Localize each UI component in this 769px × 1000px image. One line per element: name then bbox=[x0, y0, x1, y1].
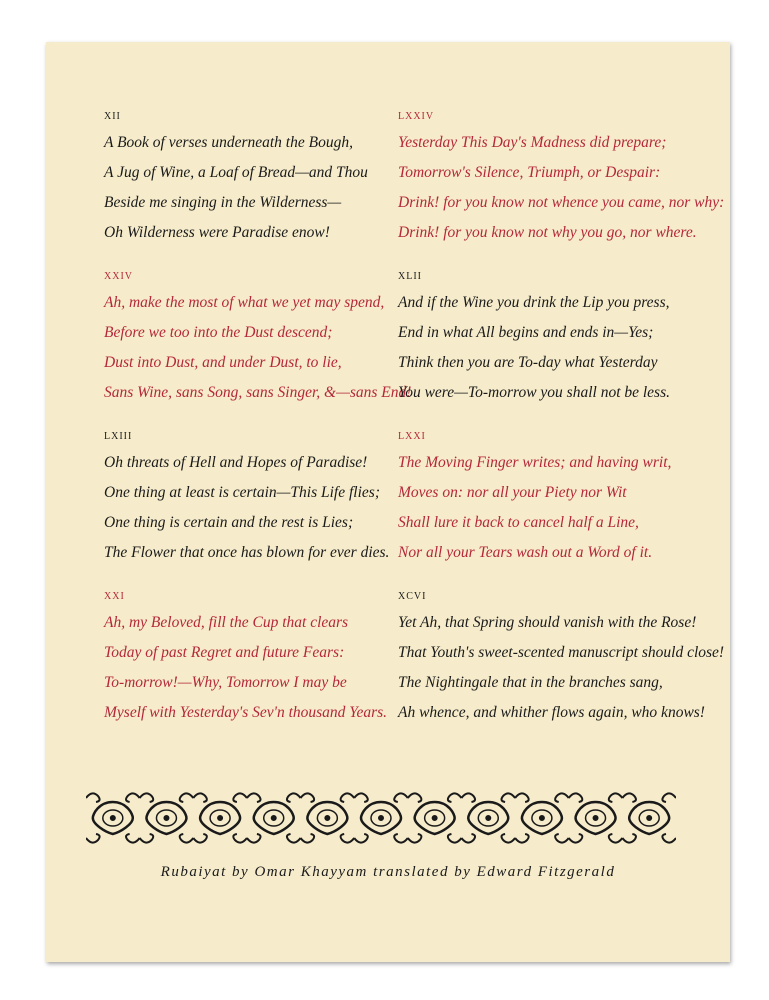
stanza-lxxiv bbox=[398, 110, 725, 270]
verse-line: Before we too into the Dust descend; bbox=[104, 324, 333, 341]
ornament-motif bbox=[301, 793, 355, 842]
colophon: Rubaiyat by Omar Khayyam translated by Edward Fitzgerald bbox=[160, 864, 616, 880]
verse-line: You were—To-morrow you shall not be less. bbox=[398, 384, 670, 401]
stanza-numeral: XXI bbox=[104, 591, 125, 602]
stanza-lxxi bbox=[398, 430, 698, 590]
broadside-page bbox=[46, 42, 730, 962]
verse-line: Oh Wilderness were Paradise enow! bbox=[104, 224, 330, 241]
verse-line: That Youth's sweet-scented manuscript should close! bbox=[398, 644, 725, 661]
ornament-motif bbox=[569, 793, 623, 842]
stanza-numeral: XXIV bbox=[104, 271, 133, 282]
ornament-motif bbox=[86, 793, 140, 842]
ornament-motif bbox=[354, 793, 408, 842]
stanza-lxiii bbox=[104, 430, 404, 590]
stanza-xcvi bbox=[398, 590, 725, 750]
verse-line: Oh threats of Hell and Hopes of Paradise! bbox=[104, 454, 368, 471]
ornament-motif bbox=[622, 793, 676, 842]
verse-line: Yet Ah, that Spring should vanish with the Rose! bbox=[398, 614, 697, 631]
verse-line: Sans Wine, sans Song, sans Singer, &—sans End! bbox=[104, 384, 412, 401]
ornament-motif bbox=[247, 793, 301, 842]
verse-line: The Flower that once has blown for ever dies. bbox=[104, 544, 390, 561]
stanza-xlii bbox=[398, 270, 698, 430]
verse-line: Tomorrow's Silence, Triumph, or Despair: bbox=[398, 164, 661, 181]
stanza-xii bbox=[104, 110, 404, 270]
verse-line: The Nightingale that in the branches sang, bbox=[398, 674, 663, 691]
stanza-numeral: LXXI bbox=[398, 431, 426, 442]
stanza-numeral: XLII bbox=[398, 271, 422, 282]
verse-line: Drink! for you know not why you go, nor where. bbox=[398, 224, 697, 241]
stanza-numeral: XCVI bbox=[398, 591, 427, 602]
verse-line: Myself with Yesterday's Sev'n thousand Years. bbox=[104, 704, 388, 721]
verse-line: Drink! for you know not whence you came, nor why: bbox=[398, 194, 725, 211]
verse-line: A Book of verses underneath the Bough, bbox=[104, 134, 353, 151]
ornament-motif bbox=[408, 793, 462, 842]
verse-line: Think then you are To-day what Yesterday bbox=[398, 354, 658, 371]
stanza-numeral: LXXIV bbox=[398, 111, 435, 122]
verse-line: Ah, make the most of what we yet may spend, bbox=[104, 294, 385, 311]
stanza-numeral: XII bbox=[104, 111, 121, 122]
verse-line: To-morrow!—Why, Tomorrow I may be bbox=[104, 674, 347, 691]
ornament-motif bbox=[461, 793, 515, 842]
verse-line: End in what All begins and ends in—Yes; bbox=[398, 324, 654, 341]
verse-line: One thing is certain and the rest is Lies; bbox=[104, 514, 354, 531]
verse-line: Today of past Regret and future Fears: bbox=[104, 644, 345, 661]
verse-line: Ah whence, and whither flows again, who knows! bbox=[398, 704, 705, 721]
verse-line: Moves on: nor all your Piety nor Wit bbox=[398, 484, 627, 501]
right-column bbox=[398, 110, 725, 750]
ornament-motif bbox=[140, 793, 194, 842]
verse-line: One thing at least is certain—This Life flies; bbox=[104, 484, 380, 501]
verse-line: Yesterday This Day's Madness did prepare; bbox=[398, 134, 667, 151]
verse-line: Ah, my Beloved, fill the Cup that clears bbox=[104, 614, 349, 631]
verse-line: The Moving Finger writes; and having writ, bbox=[398, 454, 672, 471]
verse-line: Shall lure it back to cancel half a Line, bbox=[398, 514, 639, 531]
ornament-motif bbox=[515, 793, 569, 842]
verse-line: A Jug of Wine, a Loaf of Bread—and Thou bbox=[104, 164, 368, 181]
stanza-xxi bbox=[104, 590, 404, 750]
verse-line: Beside me singing in the Wilderness— bbox=[104, 194, 342, 211]
verse-line: Dust into Dust, and under Dust, to lie, bbox=[104, 354, 342, 371]
ornament-motif bbox=[193, 793, 247, 842]
verse-line: Nor all your Tears wash out a Word of it. bbox=[398, 544, 653, 561]
verse-line: And if the Wine you drink the Lip you press, bbox=[398, 294, 670, 311]
floral-border-icon bbox=[86, 790, 676, 846]
stanza-numeral: LXIII bbox=[104, 431, 133, 442]
